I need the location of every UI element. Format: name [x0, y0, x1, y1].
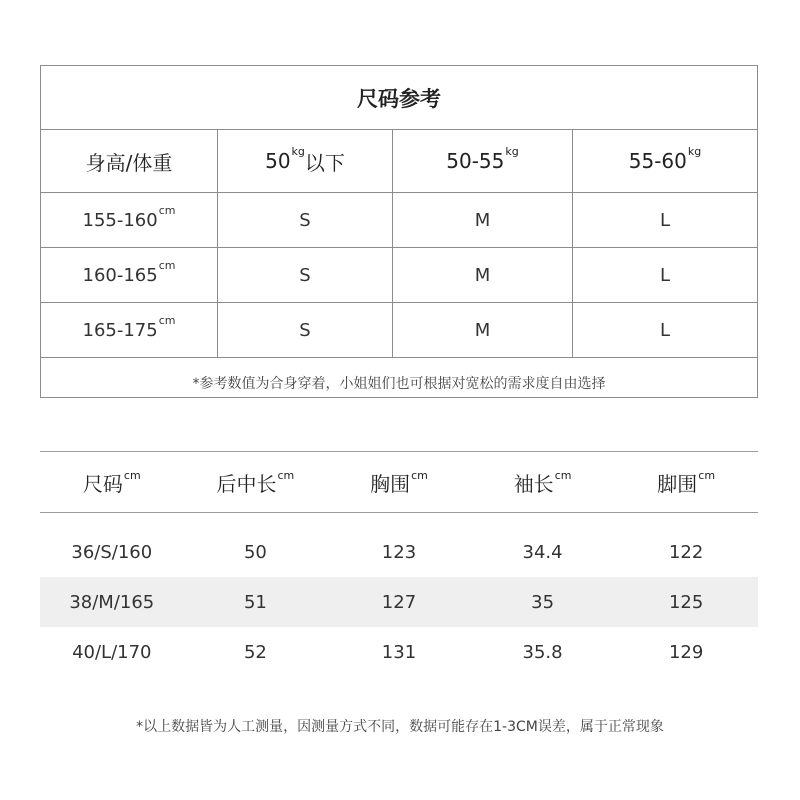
weight-value: 55-60 [628, 149, 687, 173]
weight-unit: kg [291, 144, 305, 158]
height-cell [41, 193, 218, 247]
weight-col-header [218, 130, 393, 192]
height-unit: cm [158, 313, 176, 327]
header-unit: cm [123, 468, 141, 482]
weight-suffix: 以下 [304, 150, 345, 175]
weight-value: 50 [265, 149, 291, 173]
measurement-row [40, 627, 758, 677]
measurement-header [184, 468, 328, 497]
weight-unit: kg [687, 144, 702, 158]
height-weight-header [41, 130, 218, 192]
measurement-disclaimer: *以上数据皆为人工测量，因测量方式不同，数据可能存在1-3CM误差，属于正常现象 [136, 719, 664, 735]
height-weight-label: 身高/体重 [85, 150, 173, 175]
measurement-cell: 35.8 [522, 641, 563, 663]
header-label: 胸围 [370, 471, 411, 496]
size-reference-title: 尺码参考 [41, 66, 757, 130]
size-reference-row [41, 248, 757, 303]
measurement-cell: 36/S/160 [71, 541, 153, 563]
measurement-cell: 38/M/165 [69, 591, 155, 613]
header-unit: cm [554, 468, 572, 482]
measurement-cell: 40/L/170 [72, 641, 152, 663]
measurement-row [40, 577, 758, 627]
header-label: 尺码 [82, 471, 123, 496]
size-cell: L [659, 319, 671, 341]
height-value: 155-160 [82, 209, 158, 231]
size-cell: M [393, 303, 573, 357]
weight-unit: kg [505, 144, 519, 158]
header-label: 脚围 [657, 471, 698, 496]
measurement-cell: 127 [381, 591, 417, 613]
measurement-cell: 123 [381, 541, 417, 563]
table-spacer [40, 513, 758, 527]
height-unit: cm [158, 258, 176, 272]
size-cell: M [393, 248, 573, 302]
measurement-header-row [40, 451, 758, 513]
measurement-cell: 131 [381, 641, 417, 663]
size-cell: L [659, 264, 671, 286]
measurement-cell: 122 [668, 541, 704, 563]
measurement-row [40, 527, 758, 577]
measurement-table [40, 451, 758, 677]
size-cell: S [218, 193, 393, 247]
size-reference-header-row [41, 130, 757, 193]
header-label: 袖长 [513, 471, 554, 496]
measurement-cell: 50 [243, 541, 267, 563]
weight-col-header [393, 130, 573, 192]
height-cell [41, 303, 218, 357]
weight-col-header [573, 130, 757, 192]
measurement-cell: 51 [243, 591, 267, 613]
measurement-header [471, 468, 615, 497]
header-unit: cm [277, 468, 295, 482]
size-cell: S [218, 303, 393, 357]
measurement-cell: 125 [668, 591, 704, 613]
size-cell: S [218, 248, 393, 302]
measurement-cell: 52 [243, 641, 267, 663]
header-unit: cm [411, 468, 428, 482]
height-value: 165-175 [82, 319, 158, 341]
height-value: 160-165 [82, 264, 158, 286]
measurement-cell: 35 [531, 591, 555, 613]
measurement-header [40, 468, 184, 497]
size-reference-row [41, 303, 757, 358]
height-unit: cm [158, 203, 176, 217]
size-reference-row [41, 193, 757, 248]
size-reference-table [40, 65, 758, 398]
size-reference-note: *参考数值为合身穿着，小姐姐们也可根据对宽松的需求度自由选择 [192, 376, 606, 392]
weight-value: 50-55 [446, 149, 505, 173]
height-cell [41, 248, 218, 302]
size-cell: L [659, 209, 671, 231]
measurement-header [614, 468, 758, 497]
header-unit: cm [698, 468, 716, 482]
measurement-cell: 129 [668, 641, 704, 663]
measurement-cell: 34.4 [522, 541, 563, 563]
size-cell: M [393, 193, 573, 247]
measurement-header [327, 468, 471, 497]
header-label: 后中长 [216, 471, 277, 496]
